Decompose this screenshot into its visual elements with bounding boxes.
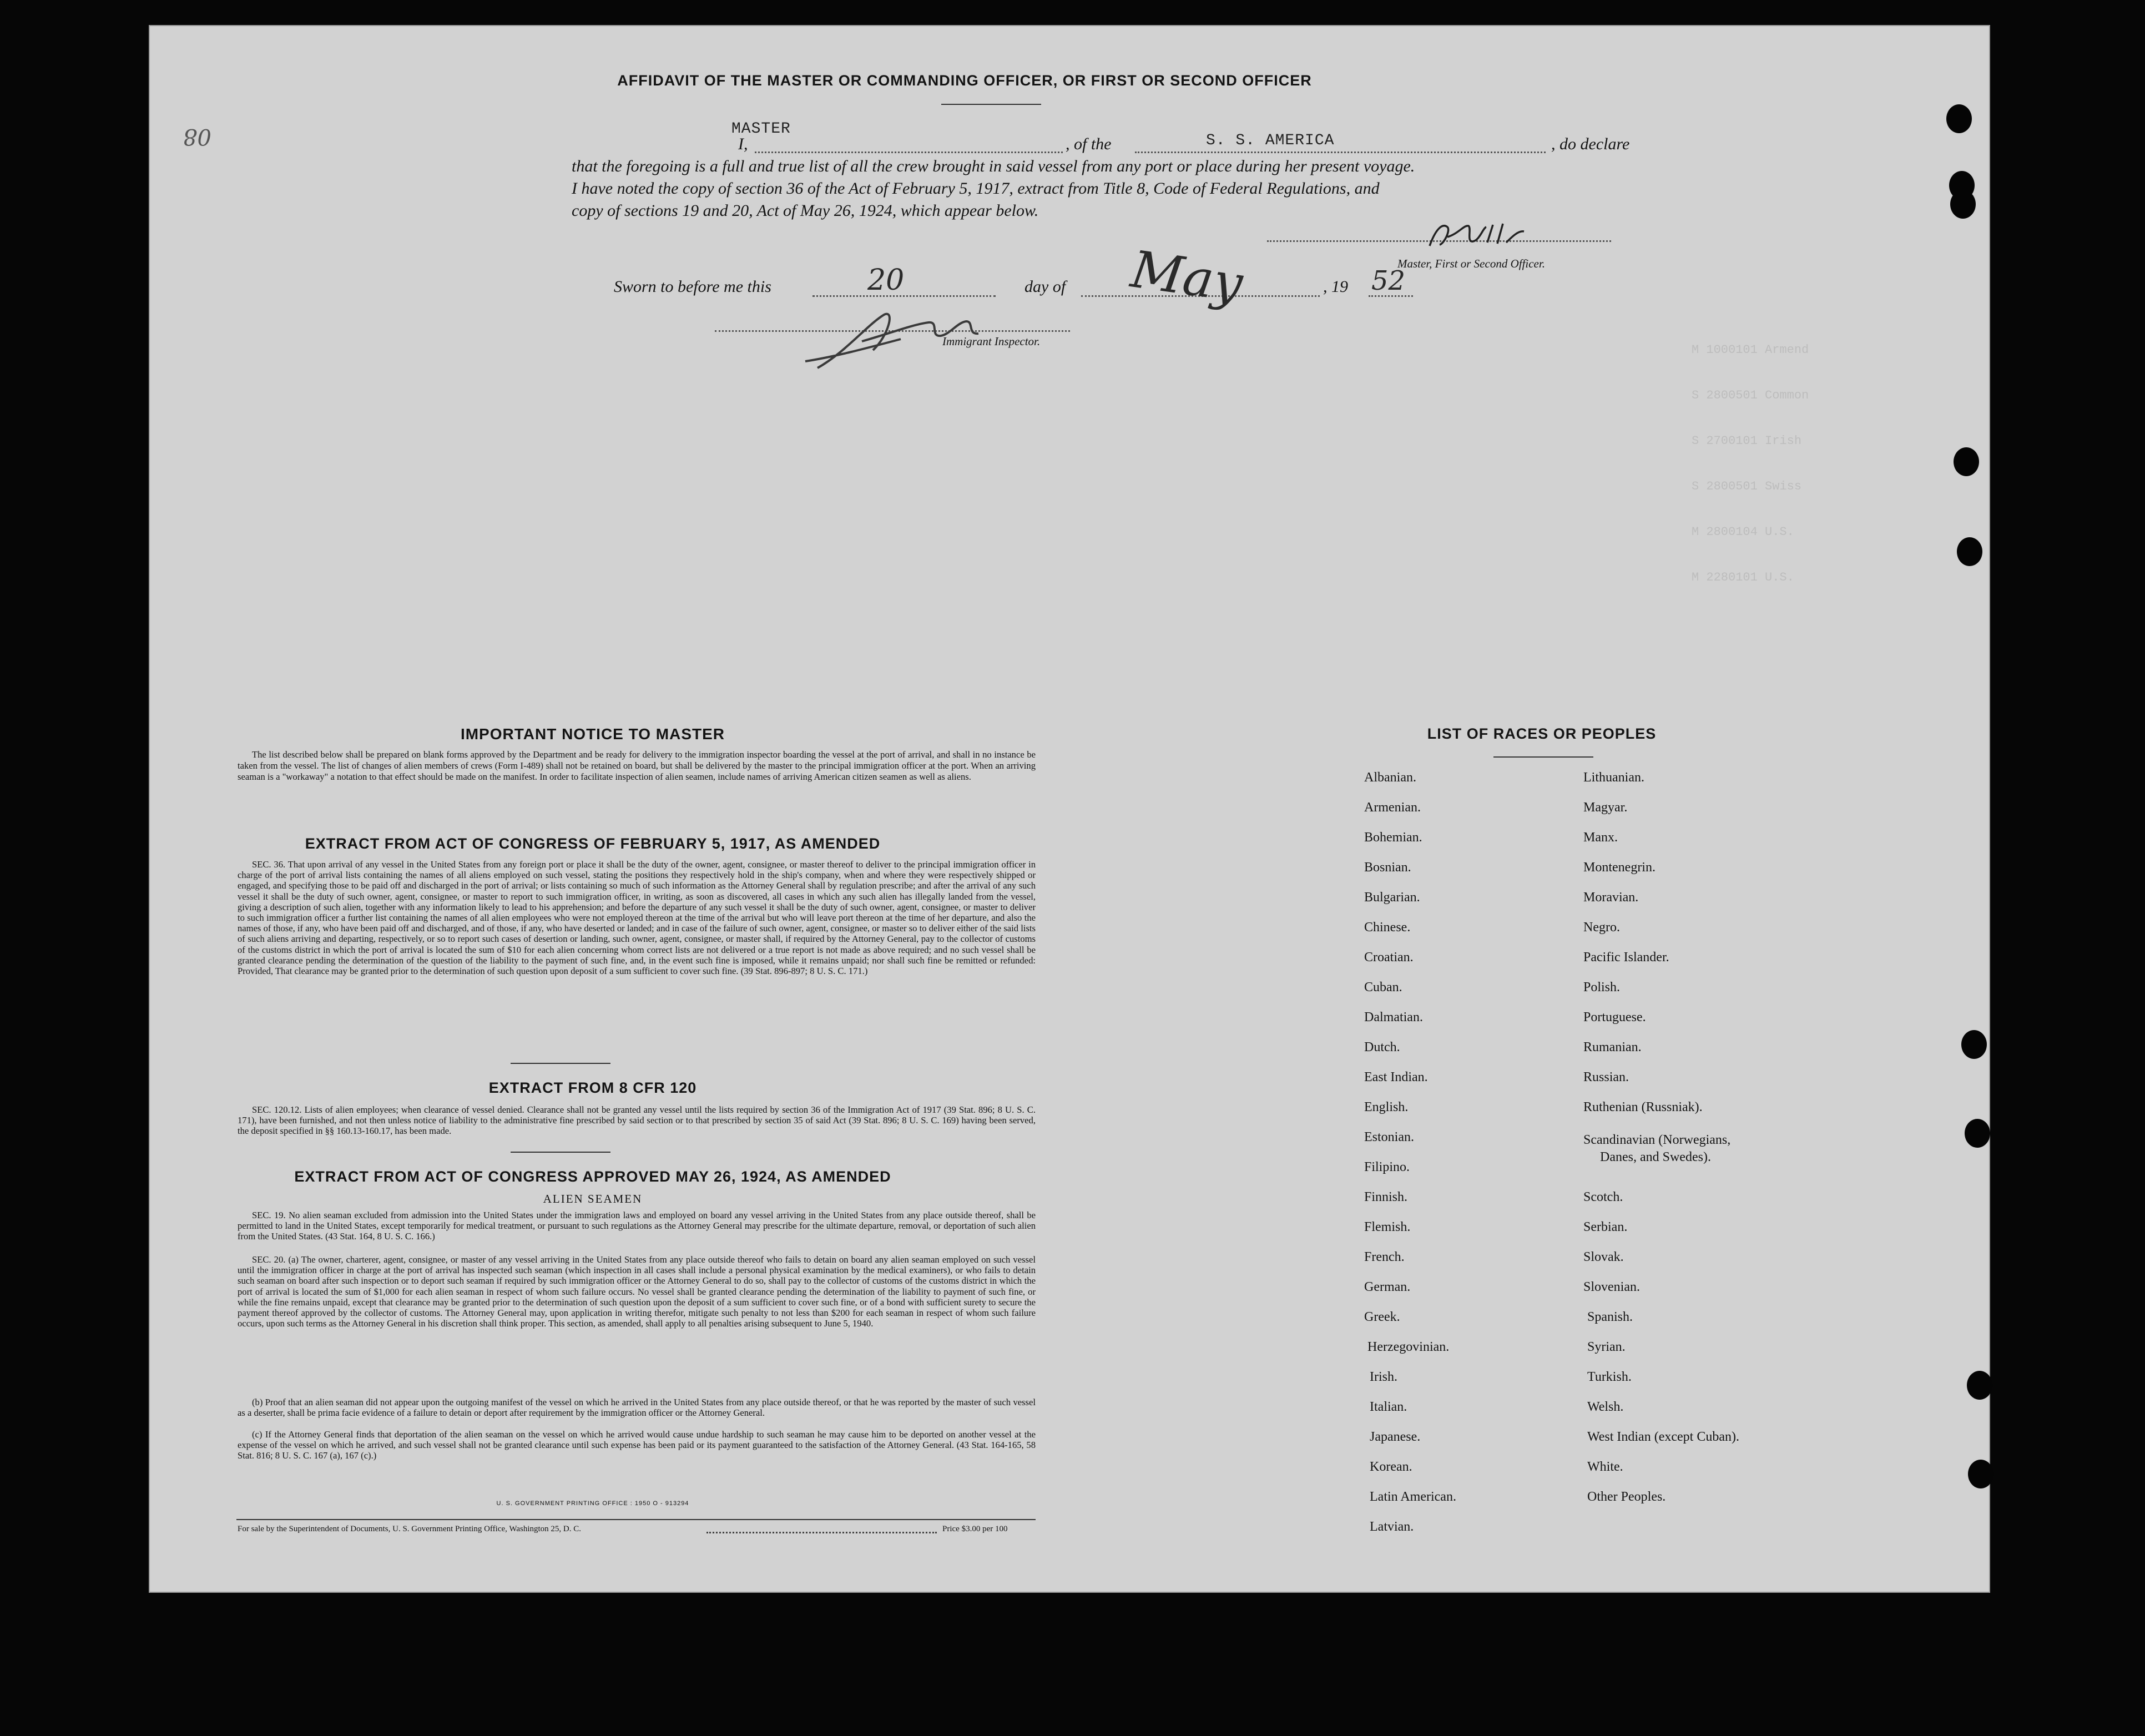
extract1-title: EXTRACT FROM ACT OF CONGRESS OF FEBRUARY 5, 1917, AS AMENDED (305, 835, 881, 852)
extract2-body: SEC. 120.12. Lists of alien employees; when clearance of vessel denied. Clearance shall not be granted any vessel until the lists required by section 36 of the Immigration Act of 1917 (39 Stat. 896; 8 U. S. C. 171), have been furnished, and not then unless notice of liability to the administrative fine prescribed by said section or to that prescribed by section 35 of said Act (39 Stat. 896; 8 U. S. C. 169) having been served, the deposit specified in §§ 160.13-160.17, has been made. (238, 1104, 1036, 1137)
footer-rule (236, 1519, 1036, 1520)
footer-right: Price $3.00 per 100 (942, 1525, 1008, 1533)
race-left-5: Chinese. (1364, 920, 1411, 935)
race-left-2: Bohemian. (1364, 830, 1422, 845)
race-right-8: Portuguese. (1583, 1010, 1646, 1025)
punch-hole (1957, 537, 1982, 566)
race-left-25: Latvian. (1370, 1520, 1414, 1534)
race-right-1: Magyar. (1583, 800, 1628, 815)
race-left-16: French. (1364, 1250, 1405, 1264)
race-right-16: Slovak. (1583, 1250, 1624, 1264)
race-left-4: Bulgarian. (1364, 890, 1420, 905)
master-blank (755, 138, 1063, 153)
affidavit-declare: , do declare (1551, 135, 1630, 153)
race-left-9: Dutch. (1364, 1040, 1400, 1054)
affidavit-i: I, (738, 135, 748, 153)
notice-body: The list described below shall be prepared on blank forms approved by the Department and be ready for delivery to the immigration inspector boarding the vessel at the port of arrival, and shall in no instance be taken from the vessel. The list of changes of alien members of crews (Form I-489) shall not be retained on board, but shall be delivered by the master to the principal immigration officer at the port. When an arriving seaman is a "workaway" a notation to that effect should be made on the manifest. In order to facilitate inspection of alien seamen, include names of arriving American citizen seamen as well as aliens. (238, 749, 1036, 782)
bleed-through-text: M 1000101 Armend S 2800501 Common S 2700101 Irish S 2800501 Swiss M 2800104 U.S. M 2280101 U.S. (1692, 343, 1809, 584)
race-left-1: Armenian. (1364, 800, 1421, 815)
affidavit-line-3: I have noted the copy of section 36 of the Act of February 5, 1917, extract from Title 8, Code of Federal Regulations, and (572, 179, 1380, 198)
race-right-6: Pacific Islander. (1583, 950, 1669, 965)
race-right-19: Syrian. (1587, 1340, 1626, 1354)
affidavit-title-rule (941, 104, 1041, 105)
race-left-24: Latin American. (1370, 1490, 1456, 1504)
punch-hole (1950, 190, 1976, 219)
punch-hole (1946, 104, 1972, 133)
race-left-23: Korean. (1370, 1460, 1412, 1474)
master-signature (1425, 220, 1536, 249)
race-right-17: Slovenian. (1583, 1280, 1640, 1294)
extract3-sec20b: (b) Proof that an alien seaman did not appear upon the outgoing manifest of the vessel on which he arrived in the United States from any place outside thereof, or that he was reported by the master of such vessel as a deserter, shall be prima facie evidence of a failure to detain or deport after requirement by the immigration officer or the Attorney General. (238, 1397, 1036, 1419)
race-right-13: Danes, and Swedes). (1600, 1150, 1711, 1164)
extract3-subtitle: ALIEN SEAMEN (543, 1192, 643, 1205)
race-left-6: Croatian. (1364, 950, 1414, 965)
race-left-15: Flemish. (1364, 1220, 1411, 1234)
race-left-10: East Indian. (1364, 1070, 1428, 1084)
master-typed: MASTER (731, 120, 791, 138)
sworn-line (614, 277, 1568, 300)
affidavit-line-2: that the foregoing is a full and true list of all the crew brought in said vessel from any port or place during her present voyage. (572, 157, 1415, 175)
race-left-14: Finnish. (1364, 1190, 1408, 1204)
race-left-19: Herzegovinian. (1367, 1340, 1450, 1354)
race-right-15: Serbian. (1583, 1220, 1628, 1234)
race-left-3: Bosnian. (1364, 860, 1411, 875)
race-right-2: Manx. (1583, 830, 1618, 845)
race-left-0: Albanian. (1364, 770, 1416, 785)
race-right-20: Turkish. (1587, 1370, 1632, 1384)
race-left-13: Filipino. (1364, 1160, 1410, 1174)
race-left-17: German. (1364, 1280, 1411, 1294)
extract2-rule (511, 1152, 610, 1153)
race-left-22: Japanese. (1370, 1430, 1421, 1444)
race-left-7: Cuban. (1364, 980, 1402, 995)
punch-hole (1967, 1371, 1992, 1400)
race-right-9: Rumanian. (1583, 1040, 1642, 1054)
sworn-prefix: Sworn to before me this (614, 277, 771, 296)
race-left-8: Dalmatian. (1364, 1010, 1423, 1025)
vessel-typed: S. S. AMERICA (1206, 132, 1335, 149)
footer-left: For sale by the Superintendent of Documents, U. S. Government Printing Office, Washington 25, D. C. (238, 1525, 581, 1533)
races-title: LIST OF RACES OR PEOPLES (1427, 725, 1657, 742)
extract2-title: EXTRACT FROM 8 CFR 120 (488, 1079, 697, 1096)
race-right-22: West Indian (except Cuban). (1587, 1430, 1739, 1444)
race-right-0: Lithuanian. (1583, 770, 1644, 785)
extract1-rule (511, 1063, 610, 1064)
punch-hole (1961, 1030, 1987, 1059)
race-right-24: Other Peoples. (1587, 1490, 1666, 1504)
race-right-11: Ruthenian (Russniak). (1583, 1100, 1703, 1114)
document-page (149, 25, 1990, 1593)
day-handwritten: 20 (867, 264, 905, 297)
extract3-sec19: SEC. 19. No alien seaman excluded from admission into the United States under the immigration laws and employed on board any vessel arriving in the United States from any place outside thereof, shall be permitted to land in the United States, except temporarily for medical treatment, or pursuant to such regulations as the Attorney General may prescribe for the ultimate departure, removal, or deportation of such alien from the United States. (43 Stat. 164, 8 U. S. C. 166.) (238, 1210, 1036, 1242)
inspector-caption: Immigrant Inspector. (942, 335, 1041, 348)
race-left-21: Italian. (1370, 1400, 1407, 1414)
race-left-11: English. (1364, 1100, 1409, 1114)
extract3-title: EXTRACT FROM ACT OF CONGRESS APPROVED MAY 26, 1924, AS AMENDED (294, 1168, 891, 1185)
day-of-label: day of (1024, 277, 1066, 296)
extract1-body: SEC. 36. That upon arrival of any vessel in the United States from any foreign port or place it shall be the duty of the owner, agent, consignee, or master thereof to deliver to the principal immigration officer in charge of the port of arrival lists containing the names of all aliens employed on such vessel, stating the positions they respectively hold in the ship's company, when and where they were respectively shipped or engaged, and specifying those to be paid off and discharged in the port of arrival; or lists containing so much of such information as the Attorney General shall by regulation prescribe; and after the arrival of any such vessel it shall be the duty of such owner, agent, consignee, or master to report to such immigration officer, in writing, as soon as discovered, all cases in which any such alien has illegally landed from the vessel, giving a description of such alien, together with any information likely to lead to his apprehension; and before the departure of any such vessel it shall be the duty of such owner, agent, consignee, or master to deliver to such immigration officer a further list containing the names of all alien employees who were not employed thereon at the time of the arrival but who will leave port thereon at the time of her departure, and also the names of those, if any, who have been paid off and discharged, and of those, if any, who have deserted or landed; and in case of the failure of such owner, agent, consignee, or master so to deliver either of the said lists of such aliens arriving and departing, respectively, or so to report such cases of desertion or landing, such owner, agent, consignee, or master shall, if required by the Attorney General, pay to the collector of customs of the customs district in which the port of arrival is located the sum of $10 for each alien concerning whom correct lists are not delivered or a true report is not made as above required; and no such vessel shall be granted clearance pending the determination of the question of the liability to the payment of such fine, and, in the event such fine is imposed, while it remains unpaid; nor shall such fine be remitted or refunded: Provided, That clearance may be granted prior to the determination of such question upon deposit of a sum sufficient to cover such fine. (39 Stat. 896-897; 8 U. S. C. 171.) (238, 859, 1036, 977)
race-right-10: Russian. (1583, 1070, 1629, 1084)
year-prefix: , 19 (1323, 277, 1348, 296)
races-title-rule (1493, 756, 1593, 758)
corner-mark: 08 (183, 124, 211, 149)
affidavit-title: AFFIDAVIT OF THE MASTER OR COMMANDING OFFICER, OR FIRST OR SECOND OFFICER (617, 72, 1312, 89)
punch-hole (1965, 1119, 1990, 1148)
race-right-21: Welsh. (1587, 1400, 1624, 1414)
race-right-23: White. (1587, 1460, 1623, 1474)
race-right-7: Polish. (1583, 980, 1621, 995)
race-right-14: Scotch. (1583, 1190, 1623, 1204)
extract3-sec20a: SEC. 20. (a) The owner, charterer, agent, consignee, or master of any vessel arriving in the United States from any place outside thereof who fails to detain on board any alien seaman employed on such vessel until the immigration officer in charge at the port of arrival has inspected such seaman (which inspection in all cases shall include a personal physical examination by the medical examiners), or who fails to detain such seaman on board after such inspection or to deport such seaman if required by such immigration officer or the Attorney General to do so, shall pay to the collector of customs of the customs district in which the port of arrival is located the sum of $1,000 for each alien seaman in respect of whom such failure occurs. No vessel shall be granted clearance pending the determination of the liability to payment of such fine, or while the fine remains unpaid, except that clearance may be granted prior to the determination of such question upon the deposit of a sum sufficient to cover such fine, or of a bond with sufficient surety to secure the payment thereof approved by the collector of customs. The Attorney General may, upon application in writing therefor, mitigate such penalty to not less than $200 for each seaman in respect of whom such failure occurs, upon such terms as the Attorney General in his discretion shall think proper. This section, as amended, shall apply to all penalties arising subsequent to June 5, 1940. (238, 1254, 1036, 1329)
master-signature-caption: Master, First or Second Officer. (1397, 257, 1545, 270)
extract3-sec20c: (c) If the Attorney General finds that deportation of the alien seaman on the vessel on which he arrived would cause undue hardship to such seaman he may cause him to be deported on another vessel at the expense of the vessel on which he arrived, and such vessel shall not be granted clearance until such expense has been paid or its payment guaranteed to the satisfaction of the Attorney General. (43 Stat. 164-165, 58 Stat. 816; 8 U. S. C. 167 (a), 167 (c).) (238, 1429, 1036, 1461)
notice-title: IMPORTANT NOTICE TO MASTER (460, 725, 725, 743)
race-left-18: Greek. (1364, 1310, 1400, 1324)
race-right-3: Montenegrin. (1583, 860, 1656, 875)
printer-line: U. S. GOVERNMENT PRINTING OFFICE : 1950 O - 913294 (496, 1500, 689, 1507)
year-handwritten: 52 (1371, 265, 1406, 296)
vessel-blank (1135, 138, 1546, 153)
month-handwritten: May (1127, 239, 1246, 314)
punch-hole (1954, 447, 1979, 476)
race-right-4: Moravian. (1583, 890, 1639, 905)
race-right-12: Scandinavian (Norwegians, (1583, 1133, 1731, 1147)
race-right-18: Spanish. (1587, 1310, 1633, 1324)
affidavit-of-the: , of the (1066, 135, 1112, 153)
race-left-20: Irish. (1370, 1370, 1397, 1384)
race-right-5: Negro. (1583, 920, 1620, 935)
race-left-12: Estonian. (1364, 1130, 1414, 1144)
affidavit-line-4: copy of sections 19 and 20, Act of May 26, 1924, which appear below. (572, 201, 1039, 220)
punch-hole (1968, 1460, 1993, 1488)
footer-dots (706, 1532, 937, 1533)
